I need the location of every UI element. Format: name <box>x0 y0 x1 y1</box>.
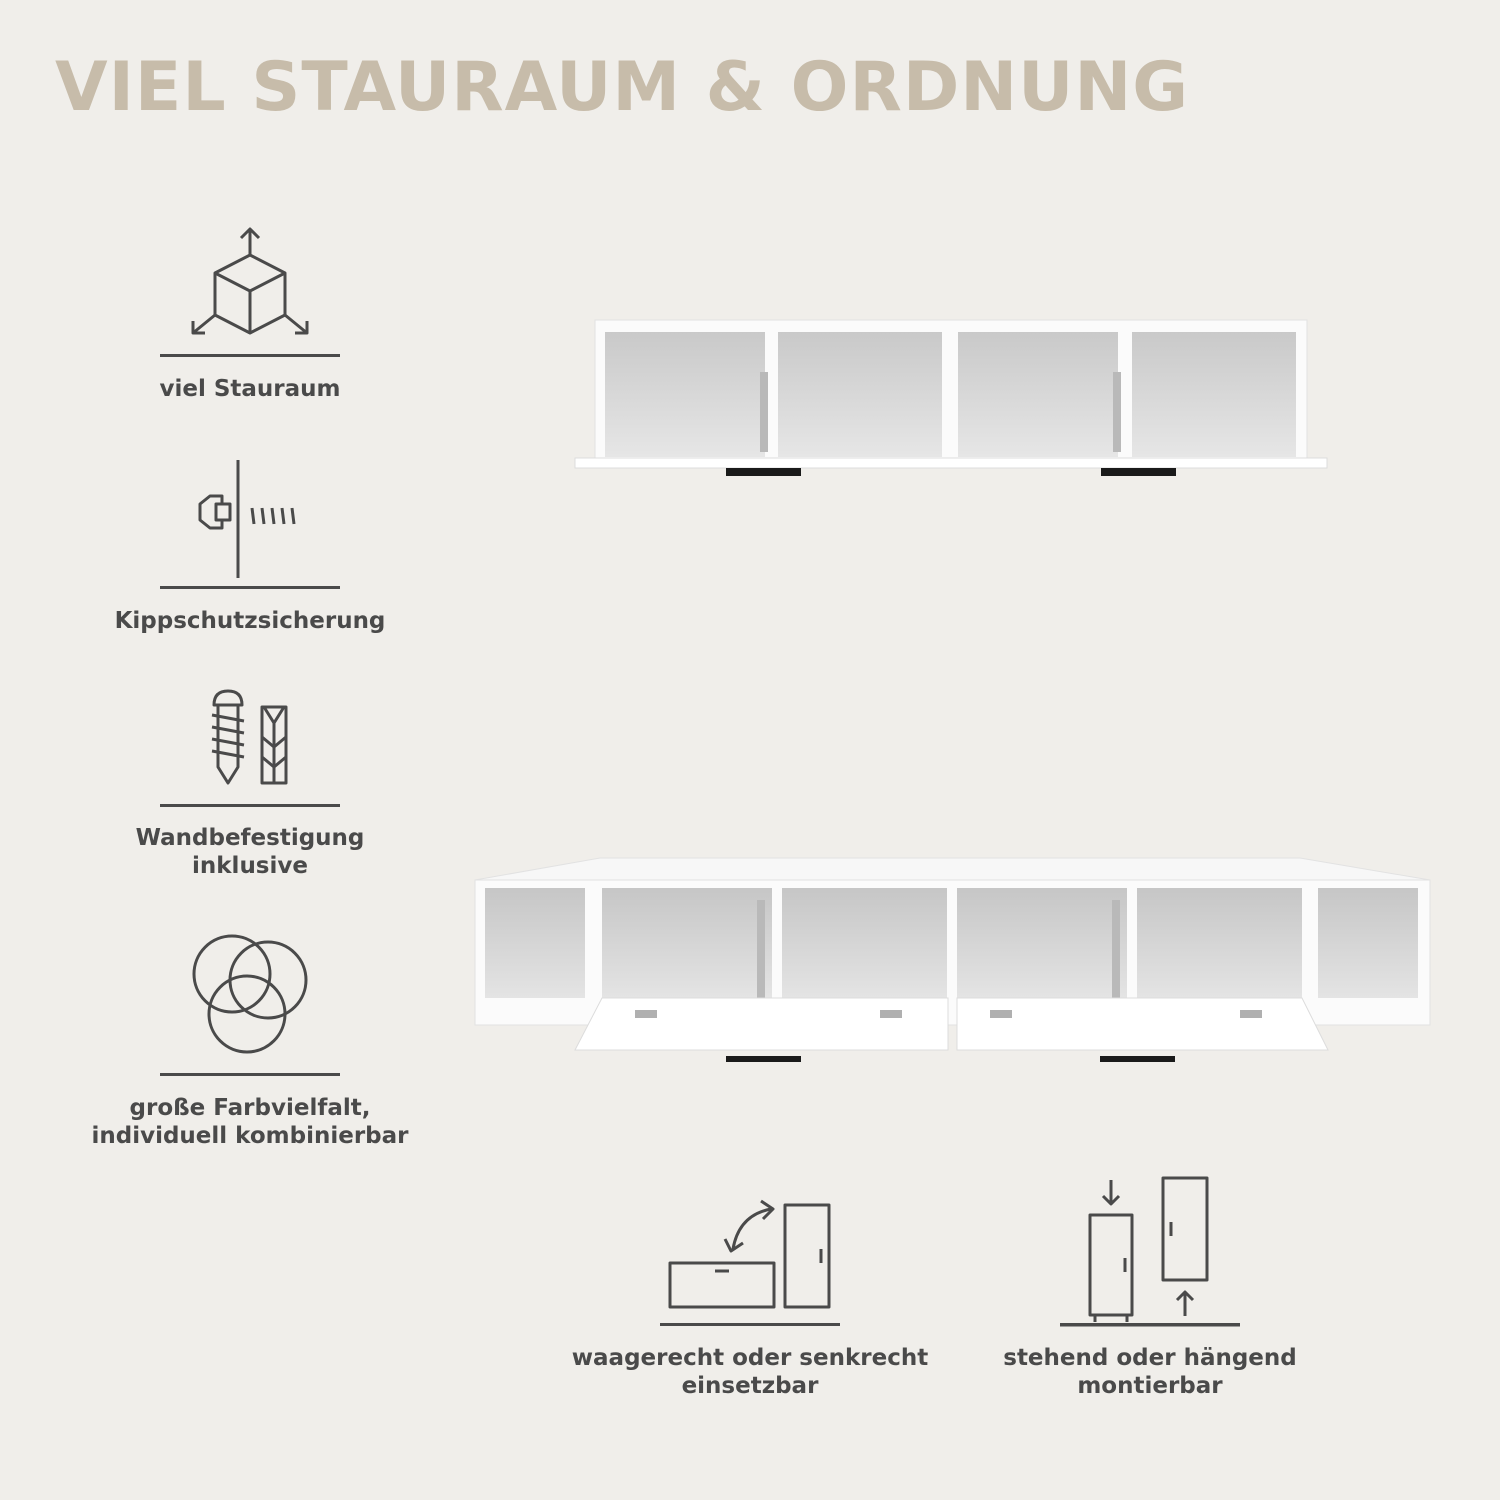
lowboard-image <box>470 850 1440 1070</box>
divider-line <box>160 804 340 807</box>
feature-storage <box>60 220 440 420</box>
divider-line <box>160 354 340 357</box>
feature-label: große Farbvielfalt, individuell kombinierbar <box>91 1095 409 1149</box>
feature-color-variety <box>60 930 440 1150</box>
screw-dowel-icon <box>200 687 300 792</box>
feature-orientation <box>560 1195 940 1405</box>
feature-label: Kippschutzsicherung <box>114 608 386 634</box>
color-circles-icon <box>185 932 315 1062</box>
feature-wall-mounting <box>60 685 440 885</box>
feature-mounting-mode <box>960 1170 1340 1405</box>
feature-label: waagerecht oder senkrecht einsetzbar <box>571 1345 929 1399</box>
divider-line <box>660 1323 840 1326</box>
wall-anchor-icon <box>190 458 320 583</box>
page-title: VIEL STAURAUM & ORDNUNG <box>55 48 1190 127</box>
feature-label: Wandbefestigung inklusive <box>135 825 365 879</box>
feature-label: stehend oder hängend montierbar <box>1003 1345 1297 1399</box>
feature-label: viel Stauraum <box>159 376 341 402</box>
divider-line <box>1060 1323 1240 1326</box>
divider-line <box>160 1073 340 1076</box>
divider-line <box>160 586 340 589</box>
standing-hanging-icon <box>1055 1170 1245 1330</box>
rotate-orientation-icon <box>665 1195 845 1325</box>
feature-tip-protection <box>60 455 440 655</box>
cube-arrows-icon <box>185 225 315 345</box>
wall-cabinet-image <box>560 310 1340 490</box>
